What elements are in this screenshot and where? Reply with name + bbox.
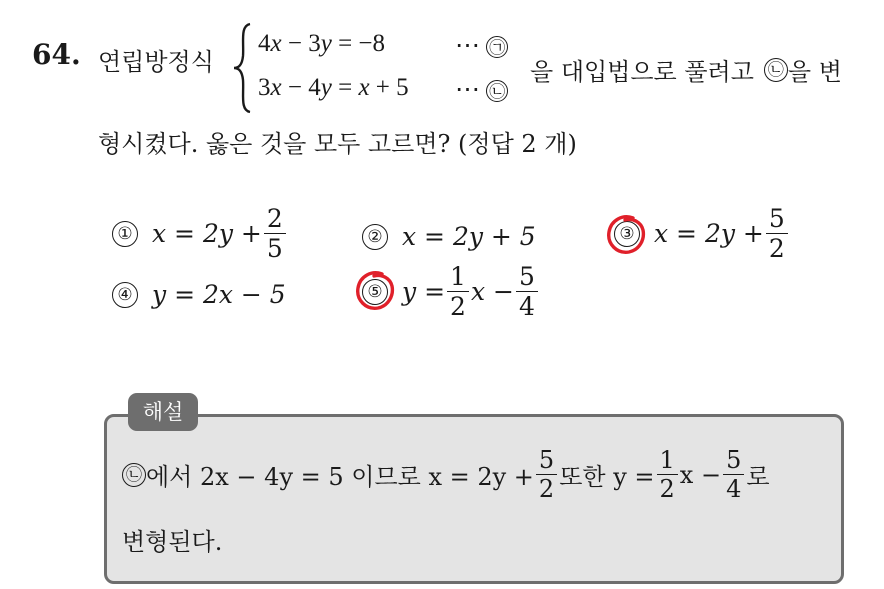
red-circle-mark-icon xyxy=(352,268,398,314)
fraction: $\frac{5}{2}$ xyxy=(766,206,788,261)
equation-1: 4x − 3y = −8 xyxy=(258,30,386,57)
equation-1-tag: ⋯ ㉠ xyxy=(455,30,508,60)
explanation-label: 해설 xyxy=(128,393,198,431)
option-number: ⑤ xyxy=(362,279,388,305)
option-number: ④ xyxy=(112,282,138,308)
option-number: ① xyxy=(112,221,138,247)
circled-l-inline: ㉡ xyxy=(764,58,788,82)
option-5[interactable]: ⑤ y = $\frac{1}{2}$ x − $\frac{5}{4}$ xyxy=(362,264,540,319)
equation-2-tag: ⋯ ㉡ xyxy=(455,74,508,104)
fraction: $\frac{2}{5}$ xyxy=(264,206,286,261)
option-4[interactable]: ④ y = 2x − 5 xyxy=(112,280,286,309)
fraction: $\frac{5}{4}$ xyxy=(516,264,538,319)
option-number: ③ xyxy=(614,221,640,247)
circled-mark-2: ㉡ xyxy=(486,80,508,102)
equation-2: 3x − 4y = x + 5 xyxy=(258,74,409,101)
circled-l: ㉡ xyxy=(122,463,146,487)
question-lead: 연립방정식 xyxy=(98,48,214,76)
fraction: $\frac{5}{4}$ xyxy=(723,448,744,501)
fraction: $\frac{1}{2}$ xyxy=(447,264,469,319)
option-2[interactable]: ② x = 2y + 5 xyxy=(362,222,536,251)
red-circle-mark-icon xyxy=(603,212,649,258)
system-brace xyxy=(232,22,254,114)
option-3[interactable]: ③ x = 2y + $\frac{5}{2}$ xyxy=(614,206,790,261)
explanation-line2: 변형된다. xyxy=(122,528,223,556)
fraction: $\frac{5}{2}$ xyxy=(536,448,557,501)
question-line2: 형시켰다. 옳은 것을 모두 고르면? (정답 2 개) xyxy=(98,130,577,158)
question-line1-tail: 을 대입법으로 풀려고 ㉡ 을 변 xyxy=(530,58,842,86)
circled-mark-1: ㉠ xyxy=(486,36,508,58)
option-1[interactable]: ① x = 2y + $\frac{2}{5}$ xyxy=(112,206,288,261)
fraction: $\frac{1}{2}$ xyxy=(657,448,678,501)
explanation-line1: ㉡ 에서 2x − 4y = 5 이므로 x = 2y + $\frac{5}{2}$ 또한 y = $\frac{1}{2}$ x − $\frac{5}{4}$ 로 xyxy=(122,448,770,501)
question-number: 64. xyxy=(32,38,81,71)
option-number: ② xyxy=(362,224,388,250)
